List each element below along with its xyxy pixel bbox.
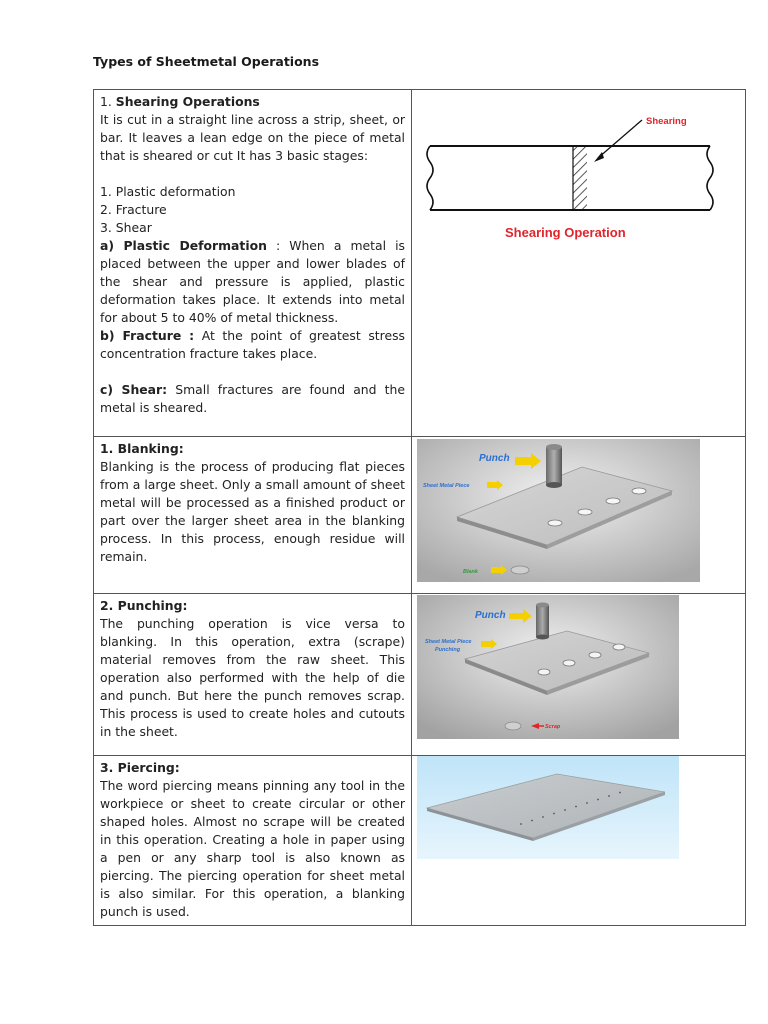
piercing-text: The word piercing means pinning any tool in the workpiece or sheet to create circular or other shaped holes. Almost no scrape will be created in this operation. Creating a hole in paper using a pen or any sharp tool is also known as piercing. The piercing operation for sheet metal is also similar. For this operation, a blanking punch is used.: [100, 778, 405, 919]
punching-figure: [417, 595, 679, 739]
blanking-heading: 1. Blanking:: [100, 441, 184, 456]
shear-label: c) Shear:: [100, 382, 168, 397]
shear-text: Small fractures are found and the metal is sheared.: [100, 382, 405, 415]
piercing-figure-cell: [412, 756, 746, 926]
scrap-label: Scrap: [545, 724, 561, 730]
sheet-label: Sheet Metal Piece: [423, 483, 470, 489]
punching-sublabel: Punching: [435, 647, 461, 653]
shearing-caption: Shearing Operation: [505, 225, 626, 240]
shearing-intro: It is cut in a straight line across a strip, sheet, or bar. It leaves a lean edge on the piece of metal that is sheared or cut It has 3 basic stages:: [100, 112, 405, 163]
plastic-deformation-label: a) Plastic Deformation: [100, 238, 267, 253]
stage-item: 1. Plastic deformation: [100, 184, 236, 199]
punching-figure-cell: [412, 594, 746, 756]
blanking-figure: [417, 439, 700, 582]
blanking-text: Blanking is the process of producing flat pieces from a large sheet. Only a small amount of sheet metal will be processed as a finished product or part over the larger sheet area in the blanking process. In this process, enough residue will remain.: [100, 459, 405, 564]
punching-text-cell: [94, 594, 412, 756]
blanking-text-cell: [94, 437, 412, 594]
punching-text: The punching operation is vice versa to blanking. In this operation, extra (scrape) material removes from the raw sheet. This operation also performed with the help of die and punch. But here the punch removes scrap. This process is used to create holes and cutouts in the sheet.: [100, 616, 405, 739]
shearing-heading: Shearing Operations: [115, 94, 260, 109]
shearing-text-cell: [94, 90, 412, 437]
table-row: [94, 756, 746, 926]
piercing-figure: [417, 756, 679, 859]
piercing-heading: 3. Piercing:: [100, 760, 180, 775]
punching-heading: 2. Punching:: [100, 598, 188, 613]
blank-label: Blank: [463, 569, 478, 575]
table-row: [94, 594, 746, 756]
shear-zone: [573, 147, 587, 209]
page-title: Types of Sheetmetal Operations: [93, 54, 320, 69]
punch-label: Punch: [475, 610, 506, 621]
punch: [536, 605, 549, 637]
punch: [546, 447, 562, 485]
punch-label: Punch: [479, 453, 510, 464]
shearing-pointer-label: Shearing: [646, 116, 687, 127]
shearing-diagram: [420, 108, 734, 248]
fracture-label: b) Fracture :: [100, 328, 195, 343]
piercing-text-cell: [94, 756, 412, 926]
plastic-deformation-text: : When a metal is placed between the upper and lower blades of the shear and pressure is applied, plastic deformation takes place. It extends into metal for about 5 to 40% of metal thickness.: [100, 238, 405, 325]
stage-item: 3. Shear: [100, 220, 152, 235]
sheet-label: Sheet Metal Piece: [425, 639, 472, 645]
table-row: [94, 437, 746, 594]
operations-table: [93, 89, 746, 926]
blanking-figure-cell: [412, 437, 746, 594]
scrap-piece: [505, 722, 521, 730]
stage-item: 2. Fracture: [100, 202, 167, 217]
section-number: 1.: [100, 94, 112, 109]
table-row: [94, 90, 746, 437]
blank-piece: [511, 566, 529, 574]
fracture-text: At the point of greatest stress concentration fracture takes place.: [100, 328, 405, 361]
shearing-figure-cell: [412, 90, 746, 437]
